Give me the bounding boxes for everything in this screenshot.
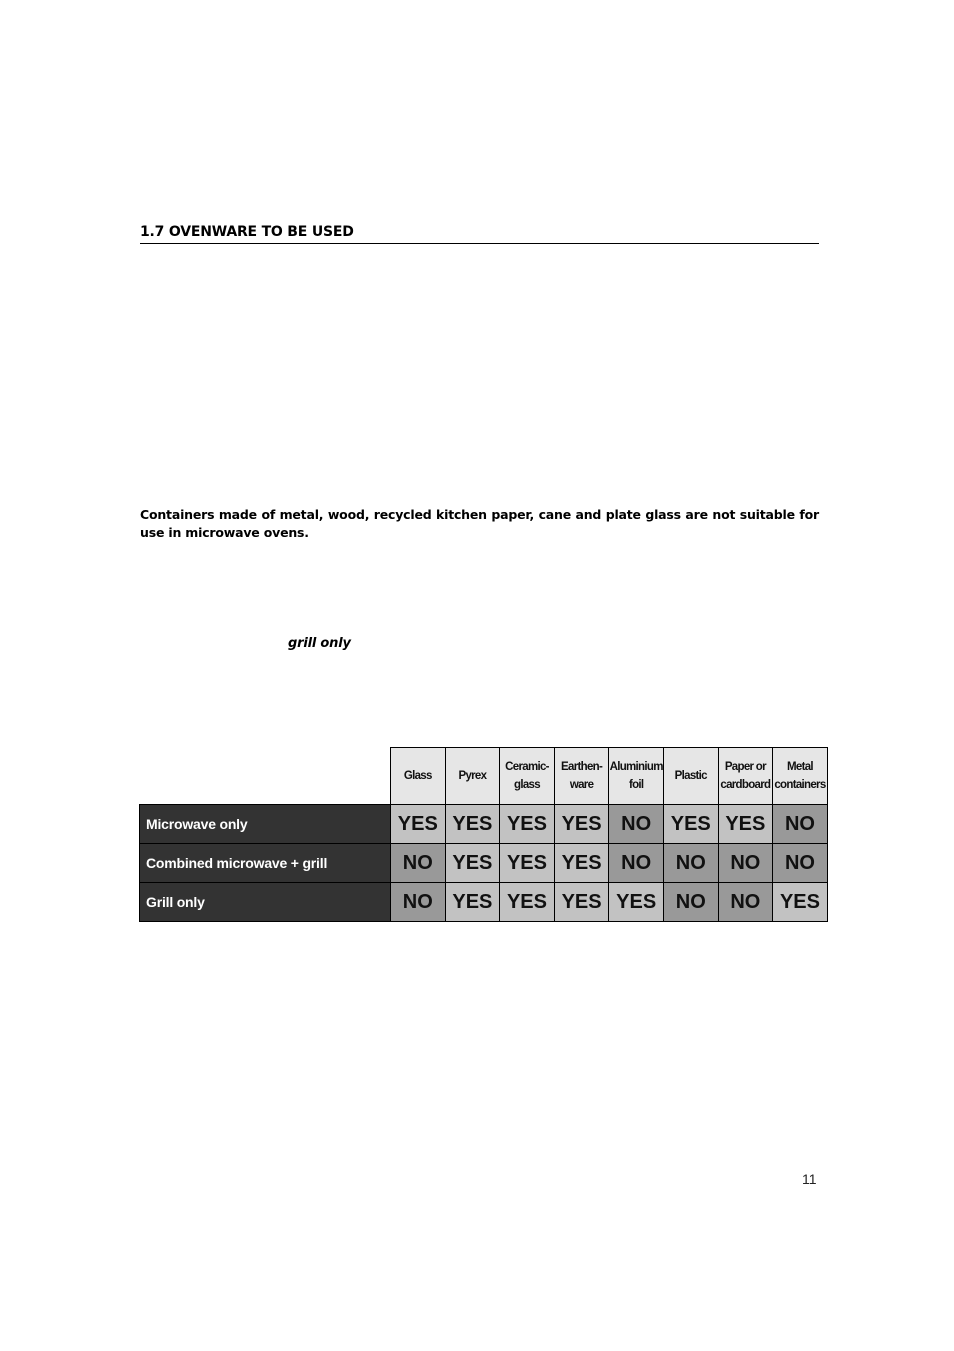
table-cell: YES	[500, 883, 555, 922]
table-row-combined	[140, 844, 828, 883]
table-cell: YES	[609, 883, 664, 922]
table-cell: NO	[391, 883, 446, 922]
column-header-line: Aluminium	[609, 761, 663, 773]
table-cell: YES	[445, 844, 500, 883]
column-header-line: glass	[514, 779, 540, 791]
table-cell: NO	[609, 844, 664, 883]
column-header-line: Metal	[787, 761, 813, 773]
table-cell: YES	[391, 805, 446, 844]
column-header-paper-cardboard	[718, 748, 773, 805]
row-header: Combined microwave + grill	[140, 844, 391, 883]
ovenware-table	[139, 747, 828, 922]
column-header-line: foil	[628, 779, 644, 791]
table-cell: YES	[500, 844, 555, 883]
column-header-line: ware	[569, 779, 594, 791]
column-header-pyrex	[445, 748, 500, 805]
grill-only-note: grill only	[288, 636, 351, 651]
table-cell: YES	[445, 883, 500, 922]
table-cell: YES	[554, 883, 609, 922]
column-header-line: Earthen-	[561, 761, 603, 773]
section-heading: 1.7 OVENWARE TO BE USED	[140, 222, 819, 244]
warning-paragraph: Containers made of metal, wood, recycled kitchen paper, cane and plate glass are not suitable for use in microwave ovens.	[140, 507, 819, 540]
table-cell: NO	[718, 844, 773, 883]
table-cell: NO	[718, 883, 773, 922]
table-cell: YES	[500, 805, 555, 844]
column-header-line: Plastic	[674, 770, 707, 782]
column-header-metal-containers	[773, 748, 828, 805]
column-header-glass	[391, 748, 446, 805]
table-cell: YES	[554, 805, 609, 844]
column-header-plastic	[663, 748, 718, 805]
page-number: 11	[802, 1171, 817, 1187]
table-cell: NO	[663, 883, 718, 922]
column-header-aluminium-foil	[609, 748, 664, 805]
column-header-line: Pyrex	[458, 770, 487, 782]
column-header-line: cardboard	[720, 779, 771, 791]
table-row-microwave-only	[140, 805, 828, 844]
row-header: Microwave only	[140, 805, 391, 844]
column-header-ceramic-glass	[500, 748, 555, 805]
column-header-line: Paper or	[724, 761, 766, 773]
row-header: Grill only	[140, 883, 391, 922]
table-corner	[140, 748, 391, 805]
table-cell: NO	[391, 844, 446, 883]
table-cell: NO	[609, 805, 664, 844]
table-cell: NO	[773, 805, 828, 844]
table-cell: YES	[445, 805, 500, 844]
table-cell: NO	[773, 844, 828, 883]
column-header-line: Glass	[403, 770, 432, 782]
column-header-earthenware	[554, 748, 609, 805]
table-cell: YES	[718, 805, 773, 844]
table-cell: YES	[663, 805, 718, 844]
table-header-row	[140, 748, 828, 805]
table-cell: NO	[663, 844, 718, 883]
column-header-line: Ceramic-	[505, 761, 549, 773]
column-header-line: containers	[774, 779, 826, 791]
table-cell: YES	[554, 844, 609, 883]
table-row-grill-only	[140, 883, 828, 922]
table-cell: YES	[773, 883, 828, 922]
